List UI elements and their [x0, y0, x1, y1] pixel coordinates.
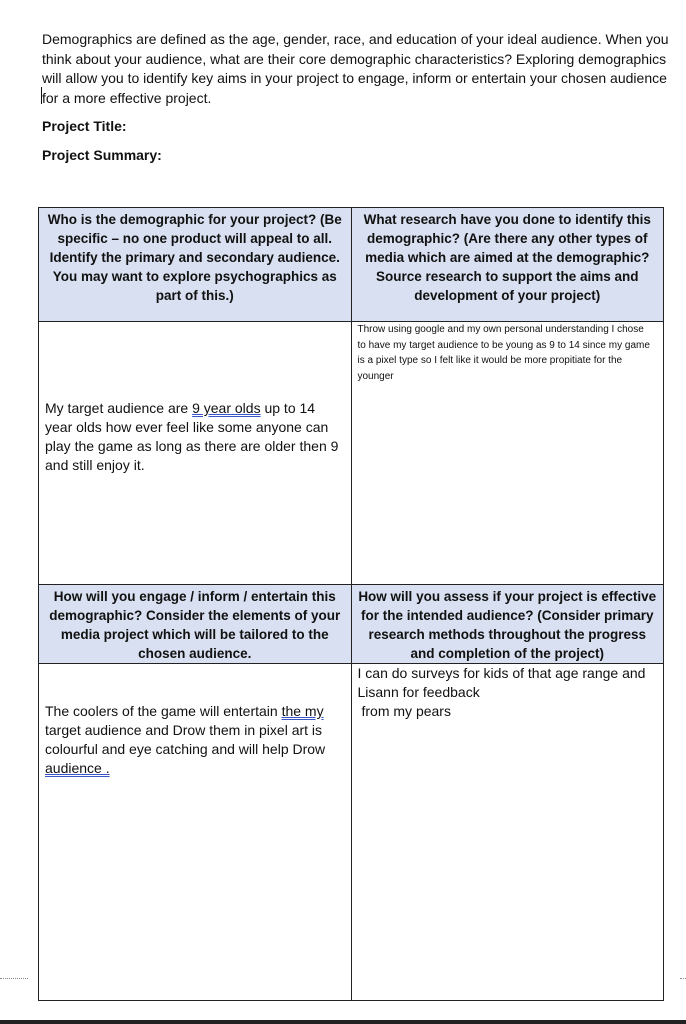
page-edge-marker — [0, 978, 28, 979]
answer-research-cell[interactable] — [351, 322, 664, 585]
grammar-flag: the my — [281, 703, 324, 719]
question-research: What research have you done to identify this demographic? (Are there any other types of media which are aimed at the demographic? Source research to support the aims and development of your project) — [363, 212, 651, 303]
question-engage: How will you engage / inform / entertain this demographic? Consider the elements of your media project which will be tailored to the chosen audience. — [49, 589, 341, 661]
spelling-flag: 9 year olds — [192, 400, 261, 416]
grammar-flag: audience . — [45, 760, 110, 776]
question-demographic: Who is the demographic for your project? (Be specific – no one product will appeal to all. Identify the primary and secondary audience. You may want to explore psychographics as part of this.) — [47, 212, 342, 303]
text-cursor — [41, 87, 42, 104]
page-bottom-border — [0, 1020, 686, 1024]
answer-engage-cell[interactable] — [39, 664, 352, 1001]
question-assess: How will you assess if your project is effective for the intended audience? (Consider primary research methods throughout the progress and completion of the project) — [358, 589, 657, 661]
question-assess-cell — [351, 585, 664, 664]
answer-research: Throw using google and my own personal understanding I chose to have my target audience to be young as 9 to 14 since my game is a pixel type so I felt like it would be more propitiate for the younger — [357, 324, 650, 382]
question-engage-cell — [39, 585, 352, 664]
answer-assess-cell[interactable] — [351, 664, 664, 1001]
answer-assess: I can do surveys for kids of that age range and Lisann for feedback from my pears — [357, 665, 646, 719]
page-edge-marker — [680, 978, 686, 979]
question-research-cell — [351, 208, 664, 322]
answer-demographic: My target audience are 9 year olds up to 14 year olds how ever feel like some anyone can play the game as long as there are older then 9 and still enjoy it. — [45, 400, 339, 473]
answer-demographic-cell[interactable] — [39, 322, 352, 585]
answer-engage: The coolers of the game will entertain the my target audience and Drow them in pixel art is colourful and eye catching and will help Drow audience . — [45, 703, 326, 776]
intro-paragraph: Demographics are defined as the age, gender, race, and education of your ideal audience. When you think about your audience, what are their core demographic characteristics? Exploring demographics will allow you to identify key aims in your project to engage, inform or entertain your chosen audience for a more effective project. — [42, 31, 669, 106]
demographics-table — [38, 207, 664, 1001]
project-summary-label: Project Summary: — [42, 147, 162, 163]
question-demographic-cell — [39, 208, 352, 322]
project-title-label: Project Title: — [42, 118, 127, 134]
